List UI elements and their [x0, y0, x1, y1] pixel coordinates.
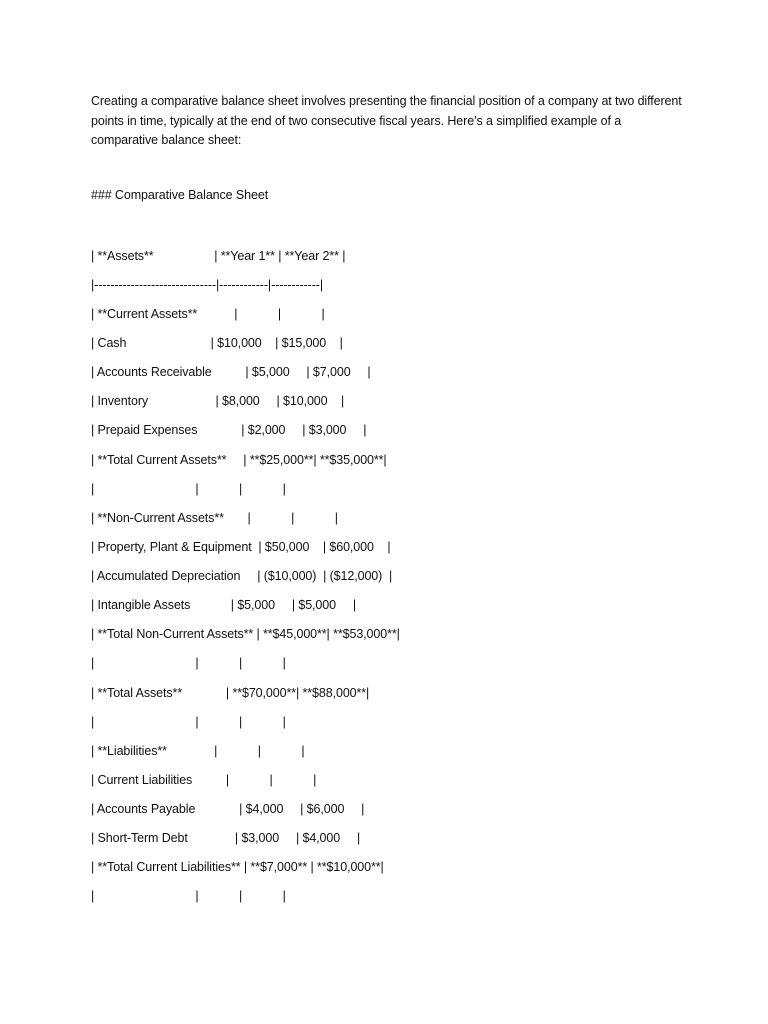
table-line: | **Total Current Liabilities** | **$7,000** | **$10,000**| [91, 860, 384, 874]
table-line: | Prepaid Expenses | $2,000 | $3,000 | [91, 423, 367, 437]
table-line: | **Non-Current Assets** | | | [91, 511, 338, 525]
table-line: | Intangible Assets | $5,000 | $5,000 | [91, 598, 356, 612]
table-line: | | | | [91, 482, 286, 496]
table-line: |------------------------------|------------|------------| [91, 278, 323, 292]
intro-paragraph: Creating a comparative balance sheet involves presenting the financial position of a company at two different points in time, typically at the end of two consecutive fiscal years. Here’s a simplified example of a comparative balance sheet: [91, 94, 682, 147]
table-line: | **Assets** | **Year 1** | **Year 2** | [91, 249, 346, 263]
table-line: | **Total Non-Current Assets** | **$45,000**| **$53,000**| [91, 627, 400, 641]
table-line: | Cash | $10,000 | $15,000 | [91, 336, 343, 350]
table-line: | Property, Plant & Equipment | $50,000 | $60,000 | [91, 540, 391, 554]
table-line: | Accumulated Depreciation | ($10,000) | ($12,000) | [91, 569, 393, 583]
table-line: | Accounts Payable | $4,000 | $6,000 | [91, 802, 365, 816]
table-line: | | | | [91, 715, 286, 729]
section-heading: ### Comparative Balance Sheet [91, 188, 269, 202]
table-line: | Accounts Receivable | $5,000 | $7,000 | [91, 365, 371, 379]
table-line: | | | | [91, 656, 286, 670]
table-line: | **Current Assets** | | | [91, 307, 325, 321]
table-line: | **Total Current Assets** | **$25,000**| **$35,000**| [91, 453, 387, 467]
table-line: | Current Liabilities | | | [91, 773, 317, 787]
table-line: | **Total Assets** | **$70,000**| **$88,000**| [91, 686, 370, 700]
table-line: | **Liabilities** | | | [91, 744, 305, 758]
table-line: | Inventory | $8,000 | $10,000 | [91, 394, 345, 408]
table-line: | | | | [91, 889, 286, 903]
table-line: | Short-Term Debt | $3,000 | $4,000 | [91, 831, 361, 845]
